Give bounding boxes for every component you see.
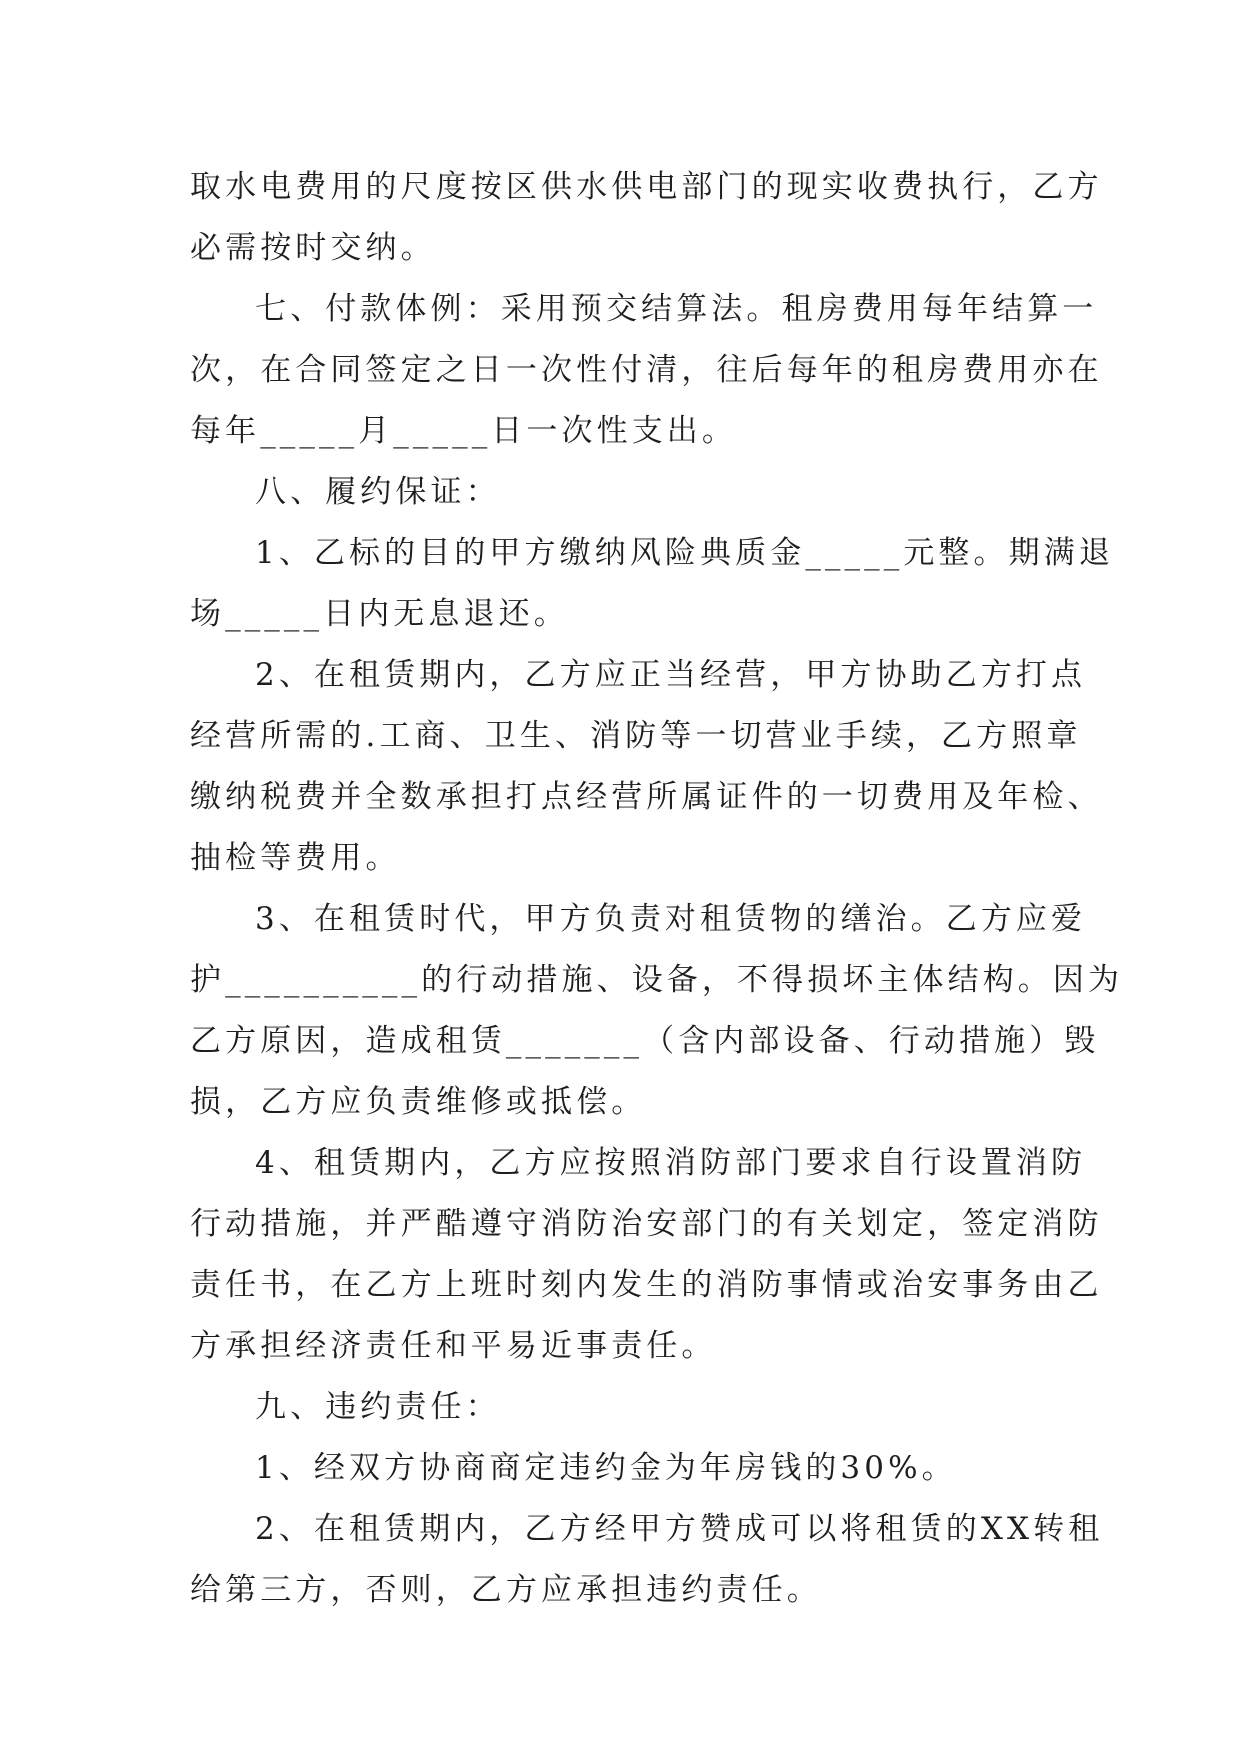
clause-line: 3、在租赁时代，甲方负责对租赁物的缮治。乙方应爱 (255, 901, 1087, 937)
text-line: 行动措施，并严酷遵守消防治安部门的有关划定，签定消防 (190, 1206, 1103, 1242)
text-line: 责任书，在乙方上班时刻内发生的消防事情或治安事务由乙 (190, 1267, 1103, 1303)
text-line: 损，乙方应负责维修或抵偿。 (190, 1084, 647, 1120)
clause-line: 1、经双方协商商定违约金为年房钱的30%。 (255, 1450, 957, 1486)
text-line: 给第三方，否则，乙方应承担违约责任。 (190, 1572, 822, 1608)
text-line: 乙方原因，造成租赁_______（含内部设备、行动措施）毁 (190, 1023, 1100, 1059)
text-line: 场_____日内无息退还。 (190, 596, 569, 632)
text-line: 缴纳税费并全数承担打点经营所属证件的一切费用及年检、 (190, 779, 1103, 815)
section-heading: 七、付款体例：采用预交结算法。租房费用每年结算一 (255, 291, 1098, 327)
text-line: 护__________的行动措施、设备，不得损坏主体结构。因为 (190, 962, 1124, 998)
text-line: 次，在合同签定之日一次性付清，往后每年的租房费用亦在 (190, 352, 1103, 388)
text-line: 方承担经济责任和平易近事责任。 (190, 1328, 717, 1364)
section-heading: 八、履约保证： (255, 474, 501, 510)
text-line: 经营所需的.工商、卫生、消防等一切营业手续，乙方照章 (190, 718, 1082, 754)
clause-line: 2、在租赁期内，乙方应正当经营，甲方协助乙方打点 (255, 657, 1087, 693)
text-line: 必需按时交纳。 (190, 230, 436, 266)
contract-text (190, 157, 1124, 1621)
text-line: 抽检等费用。 (190, 840, 401, 876)
text-line: 每年_____月_____日一次性支出。 (190, 413, 737, 449)
section-heading: 九、违约责任： (255, 1389, 501, 1425)
clause-line: 1、乙标的目的甲方缴纳风险典质金_____元整。期满退 (255, 535, 1114, 571)
clause-line: 4、租赁期内，乙方应按照消防部门要求自行设置消防 (255, 1145, 1087, 1181)
clause-line: 2、在租赁期内，乙方经甲方赞成可以将租赁的XX转租 (255, 1511, 1104, 1547)
text-line: 取水电费用的尺度按区供水供电部门的现实收费执行，乙方 (190, 169, 1103, 205)
